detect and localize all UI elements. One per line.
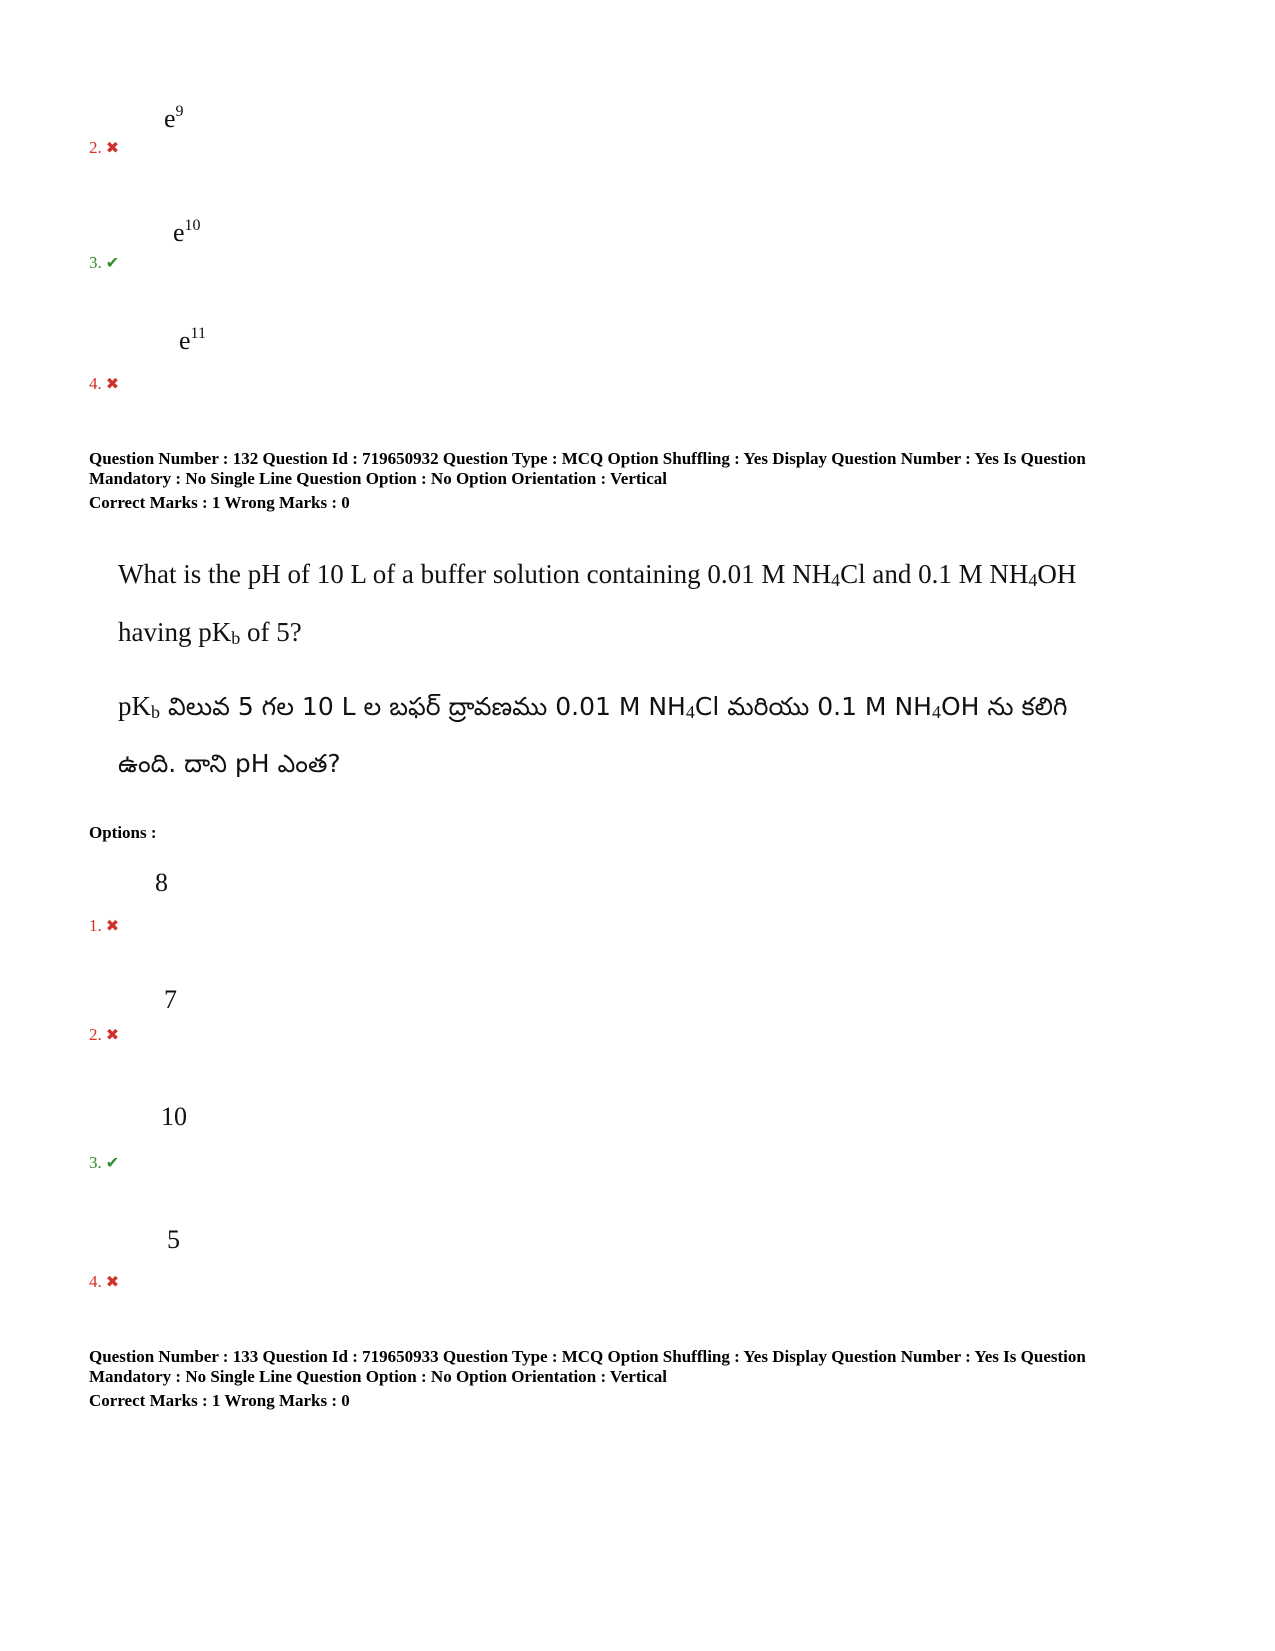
metadata-line-1: Question Number : 132 Question Id : 719650932 Question Type : MCQ Option Shuffling : Yes Display Question Number : Yes Is Question: [89, 449, 1086, 468]
cross-icon: ✖: [105, 376, 120, 393]
option-4-value: 5: [167, 1225, 180, 1254]
option-2-value: 7: [164, 985, 177, 1014]
option-1-label: 1. ✖: [89, 916, 120, 935]
marks-line: Correct Marks : 1 Wrong Marks : 0: [89, 1391, 350, 1410]
metadata-line-2: Mandatory : No Single Line Question Option : No Option Orientation : Vertical: [89, 1367, 668, 1386]
prev-option-3-label: 3. ✔: [89, 253, 120, 272]
option-4-label: 4. ✖: [89, 1272, 120, 1291]
prev-option-3-value: $e^{10}$: [173, 217, 201, 247]
question-132-metadata: [89, 449, 1229, 513]
question-132-text-english: What is the pH of 10 L of a buffer solution containing 0.01 M $NH_4Cl$ and 0.1 M $NH_4OH$ having $pK_b$ of 5?: [118, 559, 1077, 648]
cross-icon: ✖: [105, 1027, 120, 1044]
option-3-label: 3. ✔: [89, 1153, 120, 1172]
option-1-value: 8: [155, 868, 168, 897]
cross-icon: ✖: [105, 140, 120, 157]
cross-icon: ✖: [105, 1274, 120, 1291]
check-icon: ✔: [105, 1155, 120, 1172]
metadata-line-2: Mandatory : No Single Line Question Option : No Option Orientation : Vertical: [89, 469, 668, 488]
question-133-metadata: [89, 1347, 1229, 1411]
metadata-line-1: Question Number : 133 Question Id : 719650933 Question Type : MCQ Option Shuffling : Yes Display Question Number : Yes Is Question: [89, 1347, 1086, 1366]
options-label: Options :: [89, 823, 157, 842]
cross-icon: ✖: [105, 918, 120, 935]
prev-option-4-label: 4. ✖: [89, 374, 120, 393]
question-132-text-telugu: $pK_b$ విలువ 5 గల 10 L ల బఫర్ ద్రావణము 0.01 M $NH_4Cl$ మరియు 0.1 M $NH_4OH$ ను కలిగి ఉంది. దాని pH ఎంత?: [118, 691, 1068, 778]
option-3-value: 10: [161, 1102, 187, 1131]
marks-line: Correct Marks : 1 Wrong Marks : 0: [89, 493, 350, 512]
check-icon: ✔: [105, 255, 120, 272]
prev-option-4-value: $e^{11}$: [179, 325, 206, 355]
prev-option-2-label: 2. ✖: [89, 138, 120, 157]
prev-option-2-value: $e^9$: [164, 103, 184, 133]
option-2-label: 2. ✖: [89, 1025, 120, 1044]
